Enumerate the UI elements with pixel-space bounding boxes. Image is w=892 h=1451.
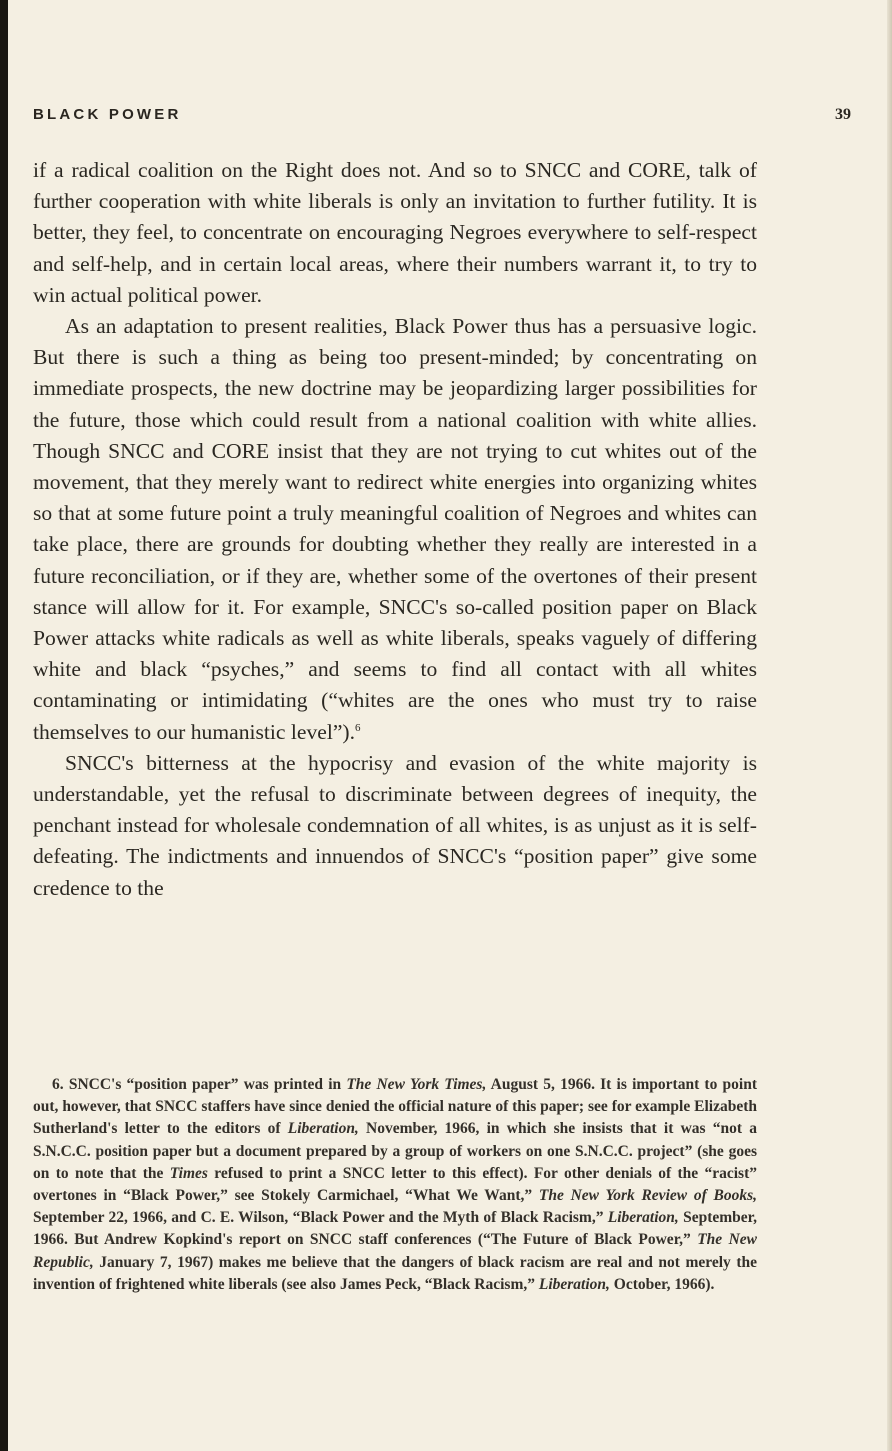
footnote-text: refused to print a SNCC letter to this effect). For other denials of the “racist” overtones in “Black Power,” see Stokely Carmichael, “What We Want,”: [33, 1164, 757, 1205]
body-text: [33, 155, 757, 904]
footnote-citation-title: Times: [169, 1164, 208, 1182]
footnote-6: [33, 1074, 757, 1296]
page-binding-edge: [0, 0, 8, 1451]
footnote-text: 6. SNCC's “position paper” was printed in: [52, 1076, 347, 1093]
footnote-text: January 7, 1967) makes me believe that the dangers of black racism are real and not merely the invention of frightened white liberals (see also James Peck, “Black Racism,”: [33, 1253, 757, 1293]
footnote-reference: 6: [355, 721, 361, 734]
footnote-citation-title: The New York Review of Books,: [538, 1187, 757, 1205]
footnote-citation-title: Liberation,: [287, 1120, 359, 1138]
running-head: BLACK POWER: [33, 106, 182, 123]
footnote-citation-title: Liberation,: [538, 1275, 610, 1293]
footnote-citation-title: The New Republic,: [33, 1231, 757, 1271]
footnotes: [33, 1074, 757, 1296]
paragraph-3: SNCC's bitterness at the hypocrisy and evasion of the white majority is understandable, yet the refusal to discriminate between degrees of inequity, the penchant instead for wholesale condemnation of all whites, is as unjust as it is self-defeating. The indictments and innuendos of SNCC's “position paper” give some credence to the: [33, 750, 757, 900]
paragraph-2-text: As an adaptation to present realities, Black Power thus has a persuasive logic. But there is such a thing as being too present-minded; by concentrating on immediate prospects, the new doctrine may be jeopardizing larger possibilities for the future, those which could result from a national coalition with white allies. Though SNCC and CORE insist that they are not trying to cut whites out of the movement, that they merely want to redirect white energies into organizing whites so that at some future point a truly meaningful coalition of Negroes and whites can take place, there are grounds for doubting whether they really are interested in a future reconciliation, or if they are, whether some of the overtones of their present stance will allow for it. For example, SNCC's so-called position paper on Black Power attacks white radicals as well as white liberals, speaks vaguely of differing white and black “psyches,” and seems to find all contact with all whites contaminating or intimidating (“whites are the ones who must try to raise themselves to our humanistic level”).: [33, 314, 757, 744]
page-right-edge: [887, 0, 892, 1451]
page-number: 39: [835, 106, 851, 123]
footnote-text: November, 1966, in which she insists that it was “not a S.N.C.C. position paper but a document prepared by a group of workers on one S.N.C.C. project” (she goes on to note that the: [33, 1120, 757, 1182]
footnote-text: October, 1966).: [609, 1275, 715, 1293]
paragraph-1: if a radical coalition on the Right does not. And so to SNCC and CORE, talk of further cooperation with white liberals is only an invitation to further futility. It is better, they feel, to concentrate on encouraging Negroes everywhere to self-respect and self-help, and in certain local areas, where their numbers warrant it, to try to win actual political power.: [33, 158, 757, 307]
page-header: [33, 106, 851, 130]
footnote-text: September 22, 1966, and C. E. Wilson, “Black Power and the Myth of Black Racism,”: [33, 1209, 608, 1227]
footnote-text: September, 1966. But Andrew Kopkind's report on SNCC staff conferences (“The Future of Black Power,”: [33, 1209, 757, 1249]
footnote-citation-title: Liberation,: [607, 1209, 679, 1227]
footnote-text: August 5, 1966. It is important to point out, however, that SNCC staffers have since denied the official nature of this paper; see for example Elizabeth Sutherland's letter to the editors of: [33, 1076, 757, 1138]
paragraph-2: [33, 311, 757, 748]
footnote-citation-title: The New York Times,: [346, 1076, 487, 1093]
